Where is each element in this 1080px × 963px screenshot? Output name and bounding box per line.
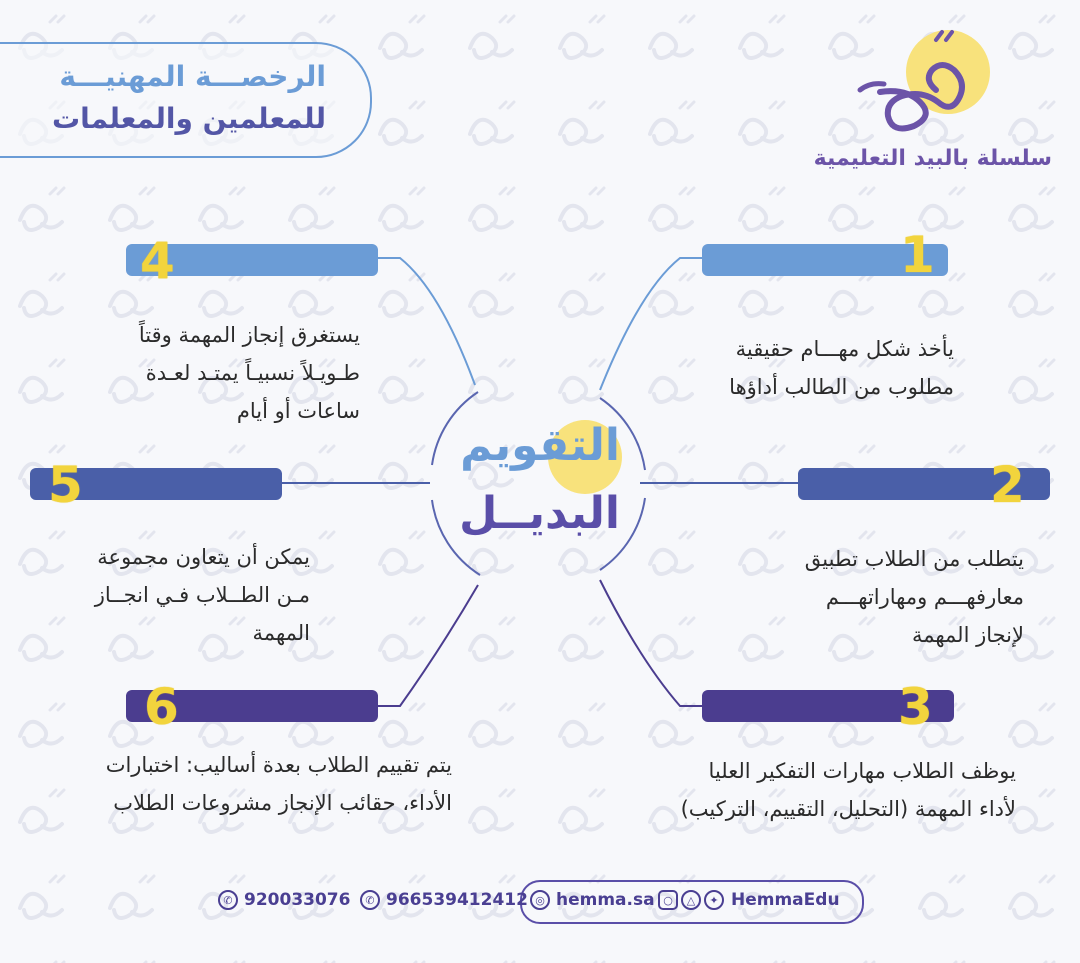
- item-5-line-1: يمكن أن يتعاون مجموعة: [97, 545, 310, 569]
- item-2-line-2: معارفهـــم ومهاراتهـــم: [825, 585, 1024, 609]
- item-description-2: [805, 540, 1024, 654]
- item-2-line-3: لإنجاز المهمة: [911, 623, 1024, 647]
- whatsapp-number: 966539412412: [386, 890, 528, 910]
- item-5-line-3: المهمة: [252, 621, 310, 645]
- phone-icon: ✆: [218, 890, 238, 910]
- item-number-1: 1: [900, 226, 935, 284]
- item-number-6: 6: [144, 678, 179, 736]
- item-1-line-1: يأخذ شكل مهـــام حقيقية: [735, 337, 954, 361]
- title-line-2: للمعلمين والمعلمات: [51, 102, 326, 135]
- item-number-4: 4: [140, 232, 175, 290]
- item-4-line-2: طـويـلاً نسبيـاً يمتـد لعـدة: [145, 361, 360, 385]
- item-3-line-1: يوظف الطلاب مهارات التفكير العليا: [708, 759, 1016, 783]
- brand-name: سلسلة بالبيد التعليمية: [813, 146, 1052, 171]
- item-5-line-2: مـن الطــلاب فـي انجــاز: [94, 583, 310, 607]
- connector-4: [378, 258, 475, 385]
- item-description-6: [106, 746, 452, 822]
- connector-6: [378, 585, 478, 706]
- item-description-5: [95, 538, 310, 652]
- title-line-1: الرخصـــة المهنيـــة: [59, 60, 326, 93]
- center-title-line-1: التقويم: [460, 420, 620, 471]
- item-description-3: [681, 752, 1016, 828]
- license-title-box: [0, 42, 372, 158]
- item-number-5: 5: [48, 456, 83, 514]
- instagram-icon[interactable]: ○: [658, 890, 678, 910]
- item-6-line-2: الأداء، حقائب الإنجاز مشروعات الطلاب: [113, 791, 452, 815]
- item-number-2: 2: [990, 456, 1025, 514]
- whatsapp-contact[interactable]: [360, 888, 528, 912]
- item-number-3: 3: [898, 678, 933, 736]
- item-2-line-1: يتطلب من الطلاب تطبيق: [804, 547, 1024, 571]
- item-1-line-2: مطلوب من الطالب أداؤها: [729, 375, 954, 399]
- website-link[interactable]: [530, 888, 655, 912]
- connector-3: [600, 580, 702, 706]
- website-text: hemma.sa: [556, 890, 655, 910]
- item-6-line-1: يتم تقييم الطلاب بعدة أساليب: اختبارات: [105, 753, 452, 777]
- phone-number: 920033076: [244, 890, 351, 910]
- globe-icon: ◎: [530, 890, 550, 910]
- connector-1: [600, 258, 702, 390]
- whatsapp-icon: ✆: [360, 890, 380, 910]
- social-handle: HemmaEdu: [731, 890, 840, 910]
- snapchat-icon[interactable]: △: [681, 890, 701, 910]
- item-description-4: [139, 316, 360, 430]
- twitter-icon[interactable]: ✦: [704, 890, 724, 910]
- phone-contact[interactable]: [218, 888, 350, 912]
- center-title-line-2: البديــل: [459, 488, 620, 539]
- item-description-1: [729, 330, 954, 406]
- hemma-logo-icon: [840, 22, 1000, 142]
- social-links[interactable]: [658, 888, 840, 912]
- item-3-line-2: لأداء المهمة (التحليل، التقييم، التركيب): [680, 797, 1016, 821]
- item-4-line-3: ساعات أو أيام: [236, 399, 360, 423]
- item-4-line-1: يستغرق إنجاز المهمة وقتاً: [138, 323, 360, 347]
